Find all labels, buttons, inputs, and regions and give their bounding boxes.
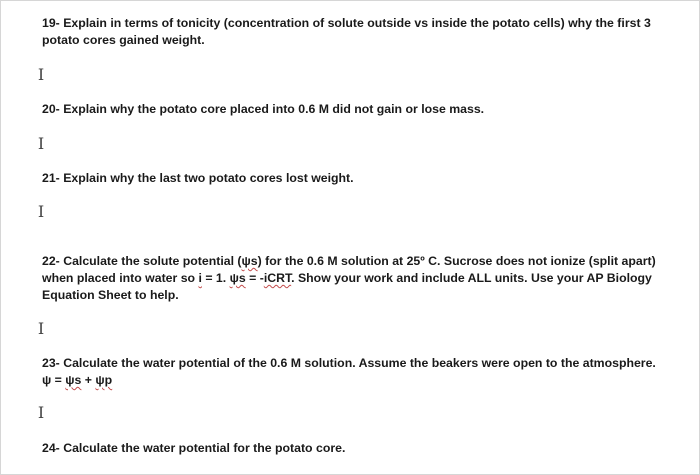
question-21: 21- Explain why the last two potato cores lost weight. (42, 171, 354, 185)
q22-text: = - (245, 271, 264, 285)
icrt-formula: iCRT (263, 271, 292, 285)
psi-s-symbol: ψs (241, 254, 258, 268)
question-22 (42, 253, 662, 304)
text-cursor-icon[interactable]: I (37, 319, 45, 338)
question-23 (42, 355, 662, 389)
equation-text: = (51, 373, 66, 387)
text-cursor-icon[interactable]: I (37, 202, 45, 221)
question-19: 19- Explain in terms of tonicity (concentration of solute outside vs inside the potato cells) why the first 3 potato cores gained weight. (42, 16, 651, 47)
i-variable: i (198, 271, 202, 285)
psi-p-symbol: ψp (95, 373, 113, 387)
text-cursor-icon[interactable]: I (37, 65, 45, 84)
equation-text: + (81, 373, 96, 387)
q22-text: . Show your work and include ALL units. Use your AP Biology Equation Sheet to help. (42, 271, 652, 302)
text-cursor-icon[interactable]: I (37, 403, 45, 422)
psi-s-symbol: ψs (65, 373, 82, 387)
question-24: 24- Calculate the water potential for the potato core. (42, 441, 346, 455)
psi-symbol: ψ (42, 373, 52, 387)
q23-text: 23- Calculate the water potential of the 0.6 M solution. Assume the beakers were open to the atmosphere. (42, 356, 656, 370)
q22-text: = 1. (201, 271, 230, 285)
q22-text: 22- Calculate the solute potential ( (42, 254, 242, 268)
q22-text: ) for the 0.6 M solution at 25º C. Sucrose does not ionize (split apart) when placed into water so (42, 254, 656, 285)
psi-s-symbol: ψs (229, 271, 246, 285)
question-20: 20- Explain why the potato core placed into 0.6 M did not gain or lose mass. (42, 102, 485, 116)
text-cursor-icon[interactable]: I (37, 134, 45, 153)
